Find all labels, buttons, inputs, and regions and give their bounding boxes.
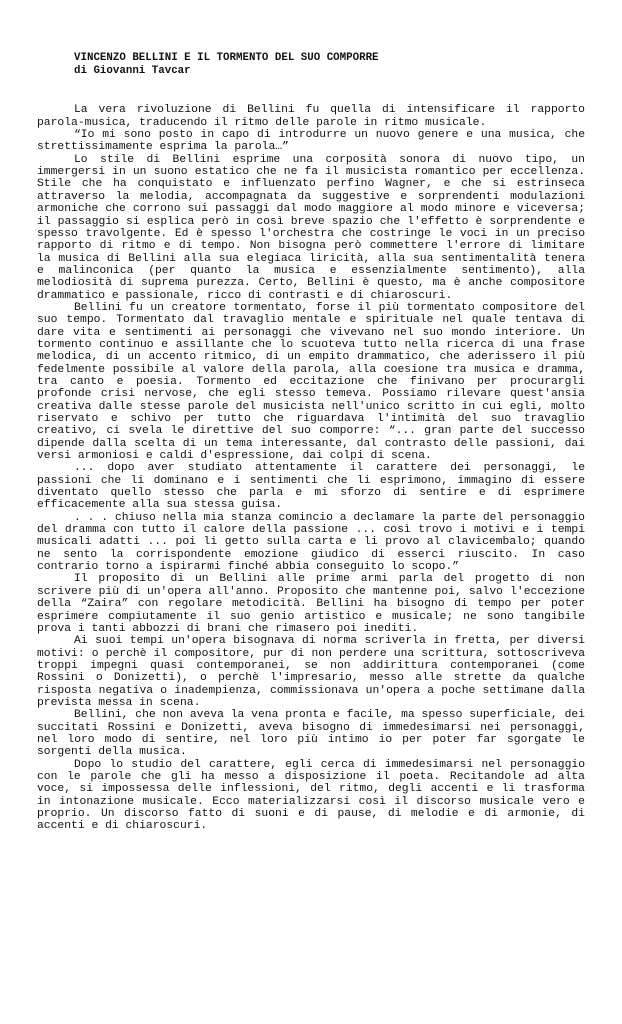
paragraph-5: ... dopo aver studiato attentamente il carattere dei personaggi, le passioni che li dominano e i sentimenti che li esprimono, immagino di essere diventato quello stesso che parla e mi sforzo di sentire e di esprimere efficacemente alla sua stessa guisa. bbox=[37, 462, 585, 512]
paragraph-4: Bellini fu un creatore tormentato, forse il più tormentato compositore del suo tempo. Tormentato dal travaglio mentale e spirituale nel quale tentava di dare vita e sentimenti ai personaggi che vivevano nel suo mondo interiore. Un tormento continuo e assillante che lo scuoteva tutto nella ricerca di una frase melodica, di un accento ritmico, di un empito drammatico, che aderissero il più fedelmente possibile al valore della parola, alla coesione tra musica e dramma, tra canto e poesia. Tormento ed eccitazione che finivano per procurargli profonde crisi nervose, che egli stesso temeva. Possiamo rilevare quest'ansia creativa dalle stesse parole del musicista nell'unico scritto in cui egli, molto riservato e schivo per tutto che riguardava l'intimità del suo travaglio creativo, ci svela le direttive del suo comporre: “... gran parte del successo dipende dalla scelta di un tema interessante, dal contrasto delle passioni, dai versi armoniosi e caldi d'espressione, dai colpi di scena. bbox=[37, 301, 585, 463]
paragraph-10: Dopo lo studio del carattere, egli cerca di immedesimarsi nel personaggio con le parole che gli ha messo a disposizione il poeta. Recitandole ad alta voce, si impossessa delle inflessioni, del ritmo, degli accenti e li trasforma in intonazione musicale. Ecco materializzarsi così il discorso musicale vero e proprio. Un discorso fatto di suoni e di pause, di melodie e di armonie, di accenti e di chiaroscuri. bbox=[37, 758, 585, 833]
paragraph-9: Bellini, che non aveva la vena pronta e facile, ma spesso superficiale, dei succitati Rossini e Donizetti, aveva bisogno di immedesimarsi nei personaggi, nel loro modo di sentire, nel loro più intimo io per poter far sgorgate le sorgenti della musica. bbox=[37, 709, 585, 759]
paragraph-2: “Io mi sono posto in capo di introdurre un nuovo genere e una musica, che strettissimamente esprima la parola…” bbox=[37, 129, 585, 154]
paragraph-3: Lo stile di Bellini esprime una corposità sonora di nuovo tipo, un immergersi in un suono estatico che ne fa il musicista romantico per eccellenza. Stile che ha conquistato e influenzato perfino Wagner, e che si estrinseca attraverso la melodia, accompagnata da suggestive e sorprendenti modulazioni armoniche che corrono sui passaggi dal modo maggiore al modo minore e viceversa; il passaggio si esplica però in così breve spazio che l'effetto è sorprendente e spesso travolgente. Ed è spesso l'orchestra che costringe le voci in un preciso rapporto di ritmo e di tempo. Non bisogna però commettere l'errore di limitare la musica di Bellini alla sua elegiaca liricità, alla sua sentimentalità tenera e malinconica (per quanto la musica e essenzialmente sentimento), alla melodiosità di suprema purezza. Certo, Bellini è questo, ma è anche compositore drammatico e passionale, ricco di contrasti e di chiaroscuri. bbox=[37, 153, 585, 302]
document-page bbox=[37, 52, 585, 833]
article-author: di Giovanni Tavcar bbox=[74, 65, 191, 78]
article-title: VINCENZO BELLINI E IL TORMENTO DEL SUO COMPORRE bbox=[74, 52, 379, 64]
paragraph-7: Il proposito di un Bellini alle prime armi parla del progetto di non scrivere più di un'opera all'anno. Proposito che mantenne poi, salvo l'eccezione della “Zaira” con regolare metodicità. Bellini ha bisogno di tempo per poter esprimere compiutamente il suo genio artistico e musicale; ne sono tangibile prova i tanti abbozzi di brani che rimasero poi inediti. bbox=[37, 573, 585, 635]
paragraph-6: . . . chiuso nella mia stanza comincio a declamare la parte del personaggio del dramma con tutto il calore della passione ... così trovo i motivi e i tempi musicali adatti ... poi li getto sulla carta e li provo al clavicembalo; quando ne sento la corrispondente emozione giudico di esserci riuscito. In caso contrario torno a ispirarmi finché abbia conseguito lo scopo.” bbox=[37, 511, 585, 574]
paragraph-8: Ai suoi tempi un'opera bisognava di norma scriverla in fretta, per diversi motivi: o perchè il compositore, pur di non perdere una scrittura, sottoscriveva troppi impegni quasi contemporanei, se non addirittura contemporanei (come Rossini o Donizetti), o perchè l'impresario, messo alle strette da qualche risposta negativa o inadempienza, commissionava un'opera a poche settimane dalla prevista messa in scena. bbox=[37, 635, 585, 709]
paragraph-1: La vera rivoluzione di Bellini fu quella di intensificare il rapporto parola-musica, traducendo il ritmo delle parole in ritmo musicale. bbox=[37, 104, 585, 129]
